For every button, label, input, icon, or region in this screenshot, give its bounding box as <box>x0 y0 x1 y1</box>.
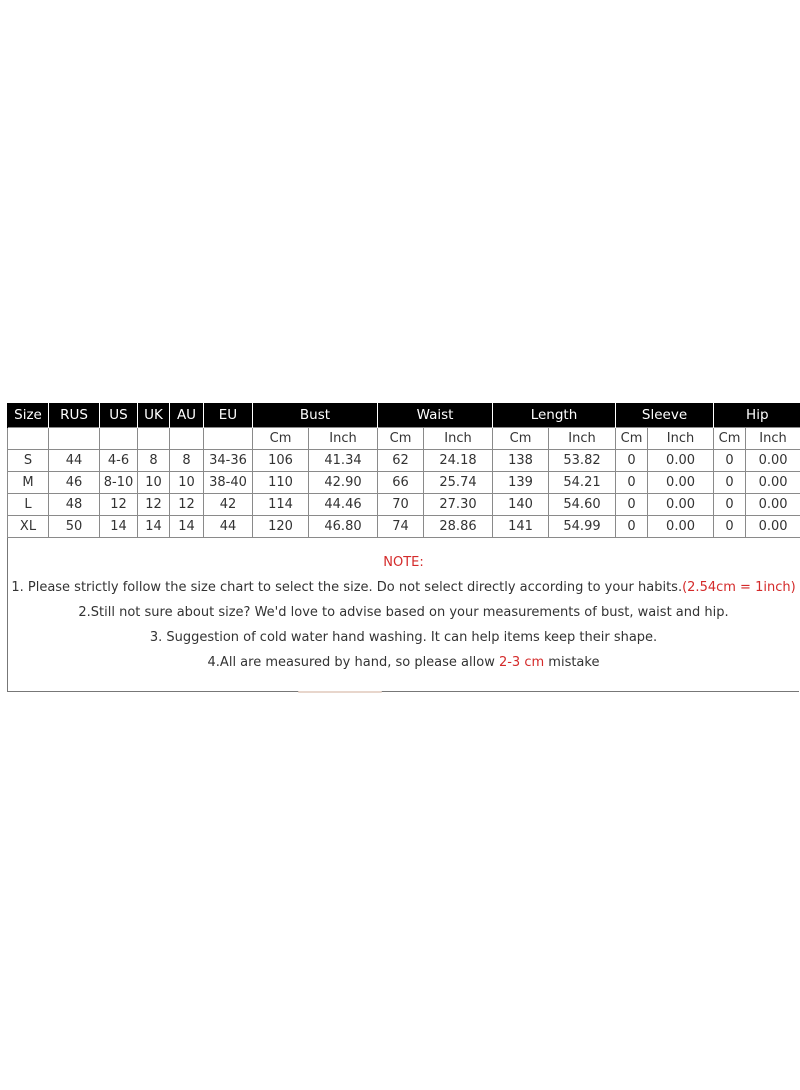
table-cell: 120 <box>253 516 309 538</box>
table-cell: 141 <box>493 516 549 538</box>
table-cell: 24.18 <box>424 450 493 472</box>
unit-inch-cell: Inch <box>549 428 616 450</box>
unit-inch-cell: Inch <box>309 428 378 450</box>
table-cell: 0.00 <box>648 516 714 538</box>
table-cell: 0.00 <box>648 450 714 472</box>
table-row <box>8 472 800 494</box>
table-cell: 54.99 <box>549 516 616 538</box>
table-cell: 0.00 <box>746 472 800 494</box>
table-cell: 46.80 <box>309 516 378 538</box>
unit-cm-cell: Cm <box>616 428 648 450</box>
table-cell: 8 <box>170 450 204 472</box>
table-cell: M <box>8 472 49 494</box>
table-cell: 0.00 <box>648 472 714 494</box>
table-cell: 106 <box>253 450 309 472</box>
unit-blank-cell <box>8 428 49 450</box>
table-cell: 42.90 <box>309 472 378 494</box>
table-cell: 0 <box>616 472 648 494</box>
table-cell: 25.74 <box>424 472 493 494</box>
table-cell: 38-40 <box>204 472 253 494</box>
decorative-smudge <box>298 691 382 693</box>
table-cell: 0 <box>714 472 746 494</box>
header-au: AU <box>170 403 204 428</box>
table-cell: 50 <box>49 516 100 538</box>
table-cell: 0.00 <box>746 450 800 472</box>
table-row <box>8 516 800 538</box>
table-cell: 140 <box>493 494 549 516</box>
table-cell: 12 <box>100 494 138 516</box>
table-cell: 14 <box>170 516 204 538</box>
table-cell: S <box>8 450 49 472</box>
unit-blank-cell <box>49 428 100 450</box>
table-cell: 70 <box>378 494 424 516</box>
note-line-4-highlight: 2-3 cm <box>498 655 545 670</box>
note-line-1-text: 1. Please strictly follow the size chart to select the size. Do not select directly according to your habits. <box>11 580 683 595</box>
table-cell: 0 <box>616 494 648 516</box>
table-cell: 28.86 <box>424 516 493 538</box>
table-cell: 54.21 <box>549 472 616 494</box>
table-cell: 0 <box>616 516 648 538</box>
table-cell: 114 <box>253 494 309 516</box>
table-header-row <box>8 403 800 428</box>
table-cell: 44 <box>204 516 253 538</box>
table-cell: 0 <box>714 494 746 516</box>
header-waist: Waist <box>378 403 493 428</box>
table-cell: 41.34 <box>309 450 378 472</box>
table-cell: 10 <box>170 472 204 494</box>
note-line-4-text: 4.All are measured by hand, so please allow <box>207 655 499 670</box>
table-cell: 0.00 <box>746 516 800 538</box>
header-rus: RUS <box>49 403 100 428</box>
table-cell: 46 <box>49 472 100 494</box>
size-table <box>7 403 800 538</box>
header-size: Size <box>8 403 49 428</box>
table-cell: 53.82 <box>549 450 616 472</box>
notes-section <box>8 538 799 675</box>
unit-inch-cell: Inch <box>746 428 800 450</box>
header-sleeve: Sleeve <box>616 403 714 428</box>
table-cell: L <box>8 494 49 516</box>
unit-inch-cell: Inch <box>424 428 493 450</box>
unit-blank-cell <box>170 428 204 450</box>
table-cell: 8 <box>138 450 170 472</box>
table-cell: 34-36 <box>204 450 253 472</box>
table-cell: 0 <box>714 450 746 472</box>
table-cell: 44.46 <box>309 494 378 516</box>
table-cell: 12 <box>138 494 170 516</box>
header-us: US <box>100 403 138 428</box>
header-bust: Bust <box>253 403 378 428</box>
note-line-2: 2.Still not sure about size? We'd love to advise based on your measurements of bust, waist and hip. <box>78 605 729 620</box>
header-uk: UK <box>138 403 170 428</box>
table-cell: 0.00 <box>648 494 714 516</box>
table-cell: 0 <box>616 450 648 472</box>
unit-cm-cell: Cm <box>378 428 424 450</box>
header-length: Length <box>493 403 616 428</box>
note-title: NOTE: <box>383 555 424 570</box>
table-cell: 42 <box>204 494 253 516</box>
note-line-4-suffix: mistake <box>544 655 600 670</box>
unit-cm-cell: Cm <box>493 428 549 450</box>
unit-cm-cell: Cm <box>714 428 746 450</box>
table-cell: 4-6 <box>100 450 138 472</box>
unit-blank-cell <box>204 428 253 450</box>
table-row <box>8 494 800 516</box>
note-line-3: 3. Suggestion of cold water hand washing. It can help items keep their shape. <box>149 630 658 645</box>
table-cell: 0.00 <box>746 494 800 516</box>
table-cell: 10 <box>138 472 170 494</box>
table-cell: 139 <box>493 472 549 494</box>
note-line-1 <box>8 575 799 600</box>
note-line-4 <box>8 650 799 675</box>
unit-blank-cell <box>100 428 138 450</box>
header-eu: EU <box>204 403 253 428</box>
table-cell: 14 <box>100 516 138 538</box>
table-cell: 48 <box>49 494 100 516</box>
header-hip: Hip <box>714 403 800 428</box>
table-cell: 27.30 <box>424 494 493 516</box>
table-cell: 66 <box>378 472 424 494</box>
size-chart <box>7 403 799 692</box>
units-row <box>8 428 800 450</box>
unit-cm-cell: Cm <box>253 428 309 450</box>
table-cell: XL <box>8 516 49 538</box>
table-cell: 62 <box>378 450 424 472</box>
table-cell: 110 <box>253 472 309 494</box>
table-cell: 54.60 <box>549 494 616 516</box>
table-cell: 44 <box>49 450 100 472</box>
table-row <box>8 450 800 472</box>
table-cell: 74 <box>378 516 424 538</box>
unit-inch-cell: Inch <box>648 428 714 450</box>
table-cell: 14 <box>138 516 170 538</box>
table-cell: 8-10 <box>100 472 138 494</box>
table-cell: 0 <box>714 516 746 538</box>
note-line-1-highlight: (2.54cm = 1inch) <box>682 580 796 595</box>
unit-blank-cell <box>138 428 170 450</box>
table-cell: 138 <box>493 450 549 472</box>
table-cell: 12 <box>170 494 204 516</box>
